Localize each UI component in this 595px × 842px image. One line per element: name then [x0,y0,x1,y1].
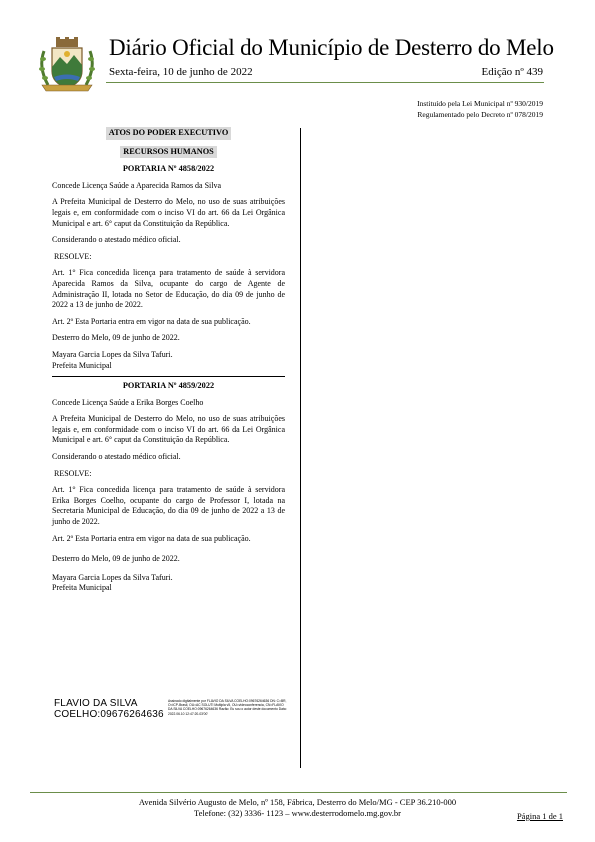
page-number: Página 1 de 1 [516,811,563,821]
portaria-place-date: Desterro do Melo, 09 de junho de 2022. [52,554,180,564]
portaria-article-2: Art. 2º Esta Portaria entra em vigor na data de sua publicação. [52,533,251,543]
header-divider [106,82,544,83]
newspaper-title: Diário Oficial do Município de Desterro do Melo [109,35,554,60]
portaria-article-2: Art. 2º Esta Portaria entra em vigor na data de sua publicação. [52,316,251,326]
portaria-signer: Mayara Garcia Lopes da Silva Tafuri. [52,572,173,582]
issue-date: Sexta-feira, 10 de junho de 2022 [109,66,253,78]
portaria-signer-role: Prefeita Municipal [52,360,112,370]
footer-address: Avenida Silvério Augusto de Melo, nº 158, Fábrica, Desterro do Melo/MG - CEP 36.210-000 [138,797,457,807]
institution-line-2: Regulamentado pelo Decreto nº 078/2019 [417,110,543,119]
portaria-subject: Concede Licença Saúde a Aparecida Ramos da Silva [52,180,222,190]
portaria-title: PORTARIA Nº 4859/2022 [122,381,215,391]
footer-contact: Telefone: (32) 3336- 1123 – www.desterrodomelo.mg.gov.br [194,808,401,818]
portaria-divider [52,376,285,377]
signature-details: Assinado digitalmente por FLAVIO DA SILVA COELHO:09676264636 DN: C=BR, O=ICP-Brasil, OU=AC SOLUTI Multipla v5, OU=videoconferencia, CN=FLAVIO DA SILVA COELHO:09676264636 Razão: Eu sou o autor deste documento Data: 2022.06.10 12:47:20-03'00' [168,699,287,716]
institution-note [417,98,543,120]
portaria-considering: Considerando o atestado médico oficial. [52,452,181,462]
portaria-subject: Concede Licença Saúde a Erika Borges Coelho [52,397,204,407]
portaria-preamble: A Prefeita Municipal de Desterro do Melo, no uso de suas atribuições legais e, em conformidade com o inciso VI do art. 66 da Lei Orgânica Municipal e art. 6° caput da Constituição da República. [52,414,285,445]
institution-line-1: Instituído pela Lei Municipal nº 930/2019 [417,99,543,108]
signature-name-line-2: COELHO:09676264636 [54,709,164,720]
portaria-signer: Mayara Garcia Lopes da Silva Tafuri. [52,349,173,359]
municipal-seal-icon [36,37,98,93]
portaria-signer-role: Prefeita Municipal [52,583,112,593]
section-heading-executive: ATOS DO PODER EXECUTIVO [52,127,285,140]
signature-name [54,698,164,720]
footer-divider [30,792,567,793]
portaria-title: PORTARIA Nº 4858/2022 [122,164,215,174]
signature-name-line-1: FLAVIO DA SILVA [54,698,138,709]
digital-signature [52,698,285,724]
portaria-preamble: A Prefeita Municipal de Desterro do Melo, no uso de suas atribuições legais e, em conformidade com o inciso VI do art. 66 da Lei Orgânica Municipal e art. 6° caput da Constituição da República. [52,197,285,228]
left-column [52,127,285,594]
section-heading-hr: RECURSOS HUMANOS [52,146,285,159]
portaria-resolve: RESOLVE: [54,468,92,478]
portaria-place-date: Desterro do Melo, 09 de junho de 2022. [52,333,180,343]
portaria-article-1: Art. 1° Fica concedida licença para tratamento de saúde à servidora Erika Borges Coelho, ocupante do cargo de Professor I, lotada na Secretaria Municipal de Educação, do dia 09 de junho de 2022 a 13 de junho de 2022. [52,485,285,527]
portaria-article-1: Art. 1° Fica concedida licença para tratamento de saúde à servidora Aparecida Ramos da Silva, ocupante do cargo de Agente de Administração II, lotada no Setor de Educação, do dia 09 de junho de 2022 a 13 de junho de 2022. [52,268,285,310]
column-divider [300,128,301,768]
portaria-resolve: RESOLVE: [54,251,92,261]
edition-number: Edição nº 439 [481,66,543,78]
portaria-considering: Considerando o atestado médico oficial. [52,235,181,245]
